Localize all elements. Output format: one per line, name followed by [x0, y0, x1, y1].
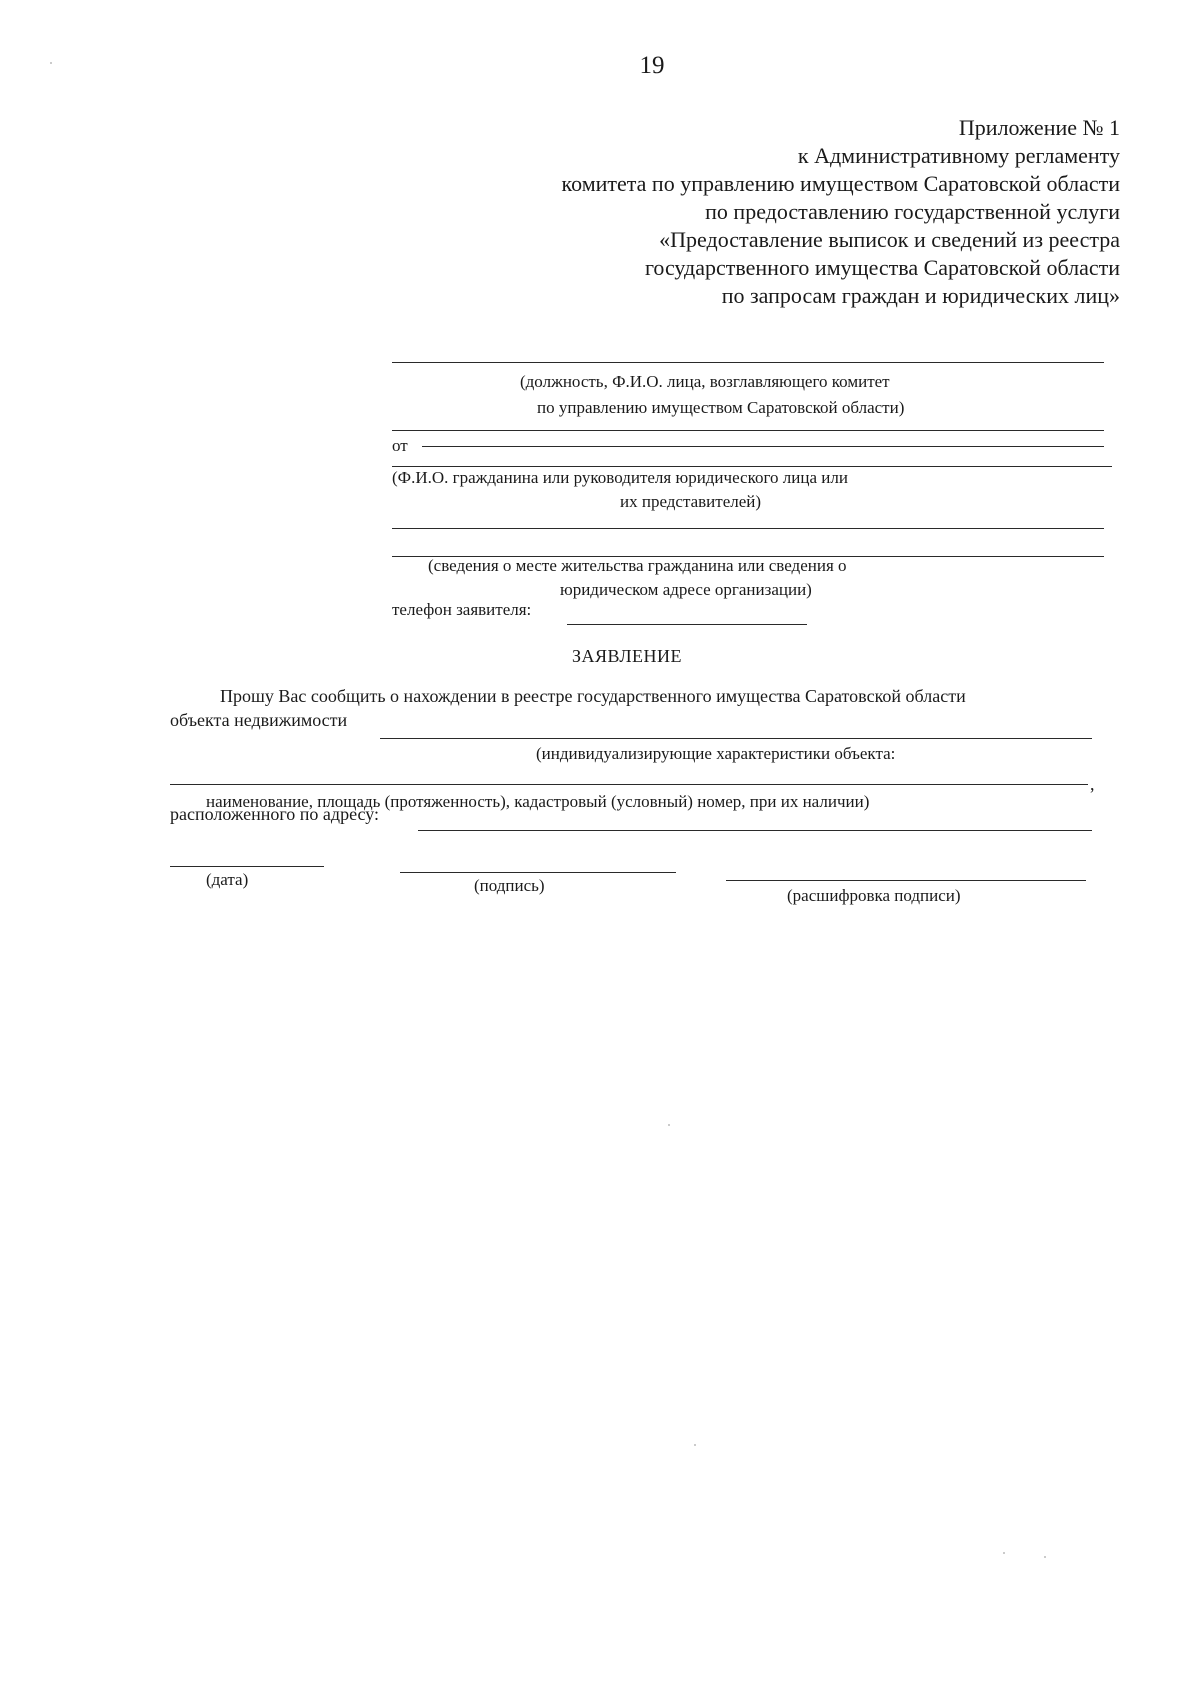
signature-caption: (подпись): [474, 876, 545, 895]
scan-speck: [50, 62, 52, 64]
appendix-line-2: к Административному регламенту: [797, 143, 1120, 168]
applicant-name-line: [392, 466, 1112, 467]
page-number: 19: [639, 52, 665, 79]
scan-speck: [1044, 1556, 1046, 1558]
appendix-line-1: Приложение № 1: [958, 115, 1120, 140]
object-caption-1: (индивидуализирующие характеристики объекта:: [536, 744, 896, 763]
address-caption-2: юридическом адресе организации): [560, 580, 812, 599]
appendix-header: [562, 114, 1120, 310]
date-line: [170, 866, 324, 867]
object-address-line: [418, 830, 1092, 831]
decryption-line: [726, 880, 1086, 881]
phone-label: телефон заявителя:: [392, 600, 532, 619]
from-label: от: [392, 436, 408, 455]
head-name-line: [392, 362, 1104, 363]
date-caption: (дата): [206, 870, 249, 889]
appendix-line-5: «Предоставление выписок и сведений из реестра: [659, 227, 1120, 252]
applicant-caption-2: их представителей): [620, 492, 762, 511]
appendix-line-7: по запросам граждан и юридических лиц»: [721, 283, 1120, 308]
object-caption-2: наименование, площадь (протяженность), кадастровый (условный) номер, при их наличии): [206, 792, 870, 811]
from-line: [422, 446, 1104, 447]
scan-speck: [668, 1124, 670, 1126]
appendix-line-6: государственного имущества Саратовской области: [644, 255, 1120, 280]
phone-line: [567, 624, 807, 625]
object-line: [380, 738, 1092, 739]
object-details-line: [170, 784, 1088, 785]
signature-line: [400, 872, 676, 873]
address-caption-1: (сведения о месте жительства гражданина или сведения о: [428, 556, 847, 575]
head-caption-1: (должность, Ф.И.О. лица, возглавляющего комитет: [520, 372, 890, 391]
scan-speck: [694, 1444, 696, 1446]
comma-mark: ,: [1090, 774, 1095, 794]
decryption-caption: (расшифровка подписи): [787, 886, 961, 905]
address-line-1: [392, 528, 1104, 529]
head-extra-line: [392, 430, 1104, 431]
head-caption-2: по управлению имуществом Саратовской области): [537, 398, 905, 417]
appendix-line-4: по предоставлению государственной услуги: [705, 199, 1120, 224]
appendix-line-3: комитета по управлению имуществом Саратовской области: [561, 171, 1120, 196]
object-label: объекта недвижимости: [170, 710, 348, 730]
scan-speck: [1003, 1552, 1005, 1554]
applicant-caption-1: (Ф.И.О. гражданина или руководителя юридического лица или: [392, 468, 848, 487]
application-title: ЗАЯВЛЕНИЕ: [572, 646, 683, 666]
request-paragraph: Прошу Вас сообщить о нахождении в реестре государственного имущества Саратовской области: [220, 686, 966, 706]
address-label: расположенного по адресу:: [170, 804, 380, 824]
